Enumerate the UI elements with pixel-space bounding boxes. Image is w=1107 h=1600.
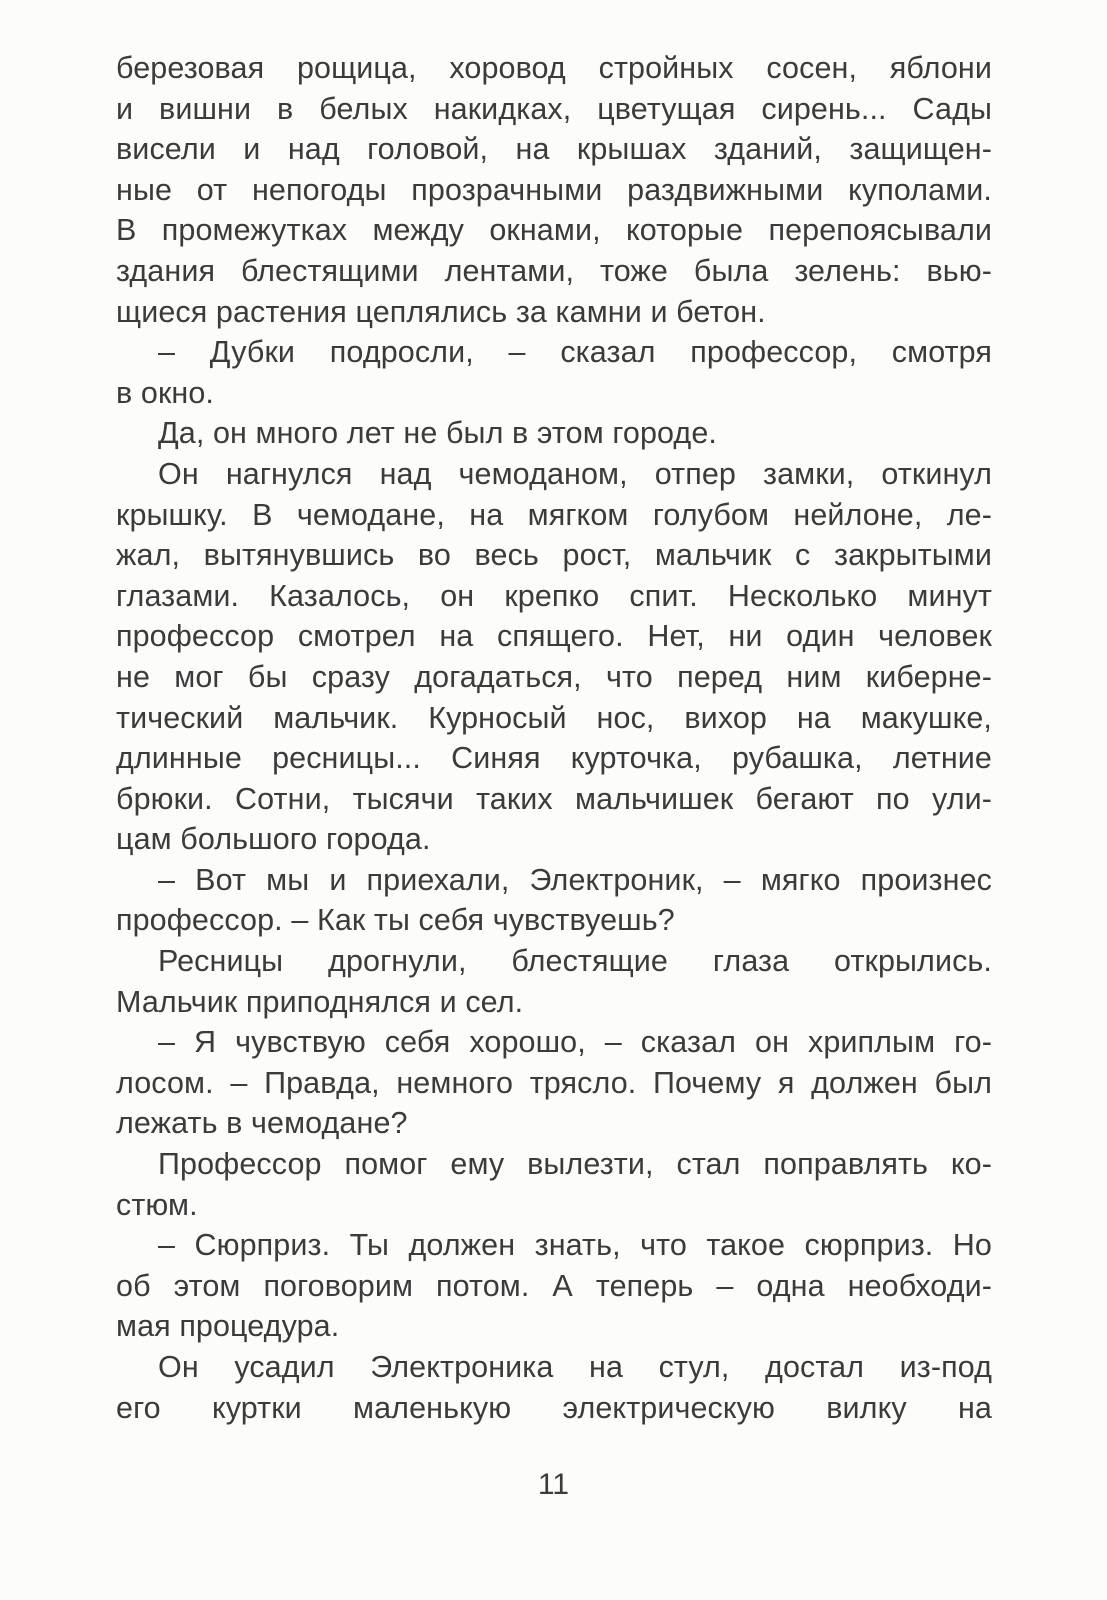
text-line: тический мальчик. Курносый нос, вихор на макушке, — [116, 700, 992, 735]
text-line: Да, он много лет не был в этом городе. — [158, 416, 717, 451]
text-line: В промежутках между окнами, которые перепоясывали — [116, 213, 992, 248]
text-line: жал, вытянувшись во весь рост, мальчик с закрытыми — [116, 538, 992, 573]
text-line: Мальчик приподнялся и сел. — [116, 984, 524, 1019]
text-line: ные от непогоды прозрачными раздвижными куполами. — [116, 172, 992, 207]
text-line: об этом поговорим потом. А теперь – одна необходи- — [116, 1268, 992, 1303]
text-line: здания блестящими лентами, тоже была зелень: вью- — [116, 253, 992, 288]
text-line: не мог бы сразу догадаться, что перед ним киберне- — [116, 659, 992, 694]
text-line: крышку. В чемодане, на мягком голубом нейлоне, ле- — [116, 497, 992, 532]
body-text — [116, 48, 992, 1428]
text-line: – Дубки подросли, – сказал профессор, смотря — [158, 335, 992, 370]
text-line: Он нагнулся над чемоданом, отпер замки, откинул — [158, 456, 992, 491]
text-line: лежать в чемодане? — [116, 1106, 408, 1141]
text-line: профессор смотрел на спящего. Нет, ни один человек — [116, 619, 992, 654]
text-line: цам большого города. — [116, 822, 431, 857]
text-line: брюки. Сотни, тысячи таких мальчишек бегают по ули- — [116, 781, 992, 816]
text-line: стюм. — [116, 1187, 198, 1222]
text-line: Ресницы дрогнули, блестящие глаза открылись. — [158, 944, 992, 979]
text-line: висели и над головой, на крышах зданий, защищен- — [116, 132, 992, 167]
text-line: его куртки маленькую электрическую вилку на — [116, 1390, 992, 1425]
text-line: и вишни в белых накидках, цветущая сирень... Сады — [116, 91, 992, 126]
text-line: – Вот мы и приехали, Электроник, – мягко произнес — [158, 862, 992, 897]
text-line: Профессор помог ему вылезти, стал поправлять ко- — [158, 1147, 992, 1182]
text-line: в окно. — [116, 375, 214, 410]
text-line: Он усадил Электроника на стул, достал из-под — [158, 1350, 992, 1384]
text-line: длинные ресницы... Синяя курточка, рубашка, летние — [116, 741, 992, 776]
text-line: щиеся растения цеплялись за камни и бетон. — [116, 294, 766, 329]
text-line: березовая рощица, хоровод стройных сосен, яблони — [116, 51, 992, 85]
text-line: – Я чувствую себя хорошо, – сказал он хриплым го- — [158, 1025, 992, 1060]
page-number: 11 — [537, 1468, 570, 1501]
text-line: – Сюрприз. Ты должен знать, что такое сюрприз. Но — [158, 1228, 992, 1263]
text-line: мая процедура. — [116, 1309, 340, 1344]
text-line: профессор. – Как ты себя чувствуешь? — [116, 903, 675, 938]
text-line: лосом. – Правда, немного трясло. Почему я должен был — [116, 1065, 992, 1100]
text-line: глазами. Казалось, он крепко спит. Несколько минут — [116, 578, 992, 613]
